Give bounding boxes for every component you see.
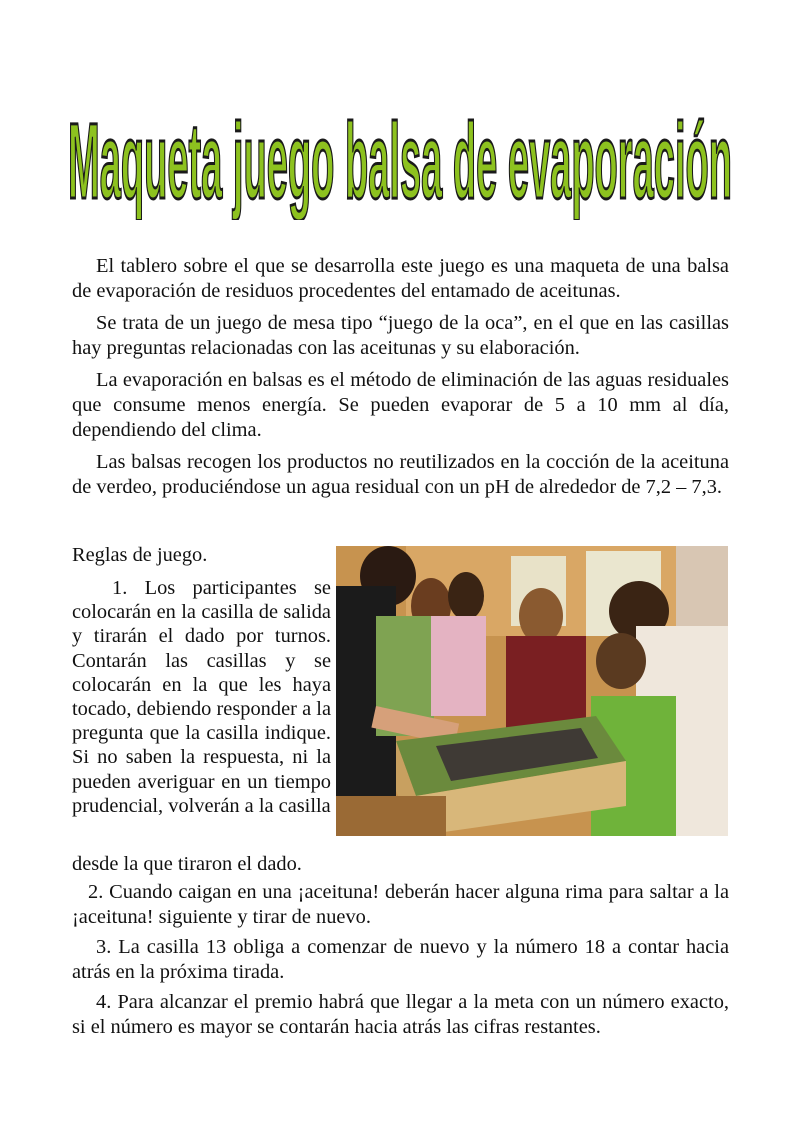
intro-paragraph: La evaporación en balsas es el método de eliminación de las aguas residuales que consume menos energía. Se pueden evaporar de 5 a 10 mm al día, dependiendo del clima.: [72, 369, 729, 441]
rule-3: 3. La casilla 13 obliga a comenzar de nuevo y la número 18 a contar hacia atrás en la próxima tirada.: [72, 936, 729, 983]
rule-4: 4. Para alcanzar el premio habrá que llegar a la meta con un número exacto, si el número es mayor se contarán hacia atrás las cifras restantes.: [72, 991, 729, 1038]
rules-heading: Reglas de juego.: [72, 544, 208, 566]
intro-section: [72, 254, 729, 507]
page-title: [60, 70, 740, 220]
rule-2: 2. Cuando caigan en una ¡aceituna! deberán hacer alguna rima para saltar a la ¡aceituna! siguiente y tirar de nuevo.: [72, 881, 729, 928]
rules-list: [72, 880, 729, 1045]
intro-paragraph: El tablero sobre el que se desarrolla este juego es una maqueta de una balsa de evaporación de residuos procedentes del entamado de aceitunas.: [72, 255, 729, 302]
rule-1-text: 1. Los participantes se colocarán en la casilla de salida y tirarán el dado por turnos. Contarán las casillas y se colocarán en la que les haya tocado, debiendo responder a la pregunta que la casilla indique. Si no saben la respuesta, ni la pueden averiguar en un tiempo prudencial, volverán a la casilla: [72, 577, 331, 817]
page-title-text: Maqueta juego balsa de evaporación: [68, 100, 732, 220]
rule-1: [72, 576, 331, 818]
intro-paragraph: Las balsas recogen los productos no reutilizados en la cocción de la aceituna de verdeo, produciéndose un agua residual con un pH de alrededor de 7,2 – 7,3.: [72, 451, 729, 498]
intro-paragraph: Se trata de un juego de mesa tipo “juego de la oca”, en el que en las casillas hay preguntas relacionadas con las aceitunas y su elaboración.: [72, 312, 729, 359]
game-photo: [336, 546, 728, 836]
rule-1-tail: desde la que tiraron el dado.: [72, 853, 302, 875]
